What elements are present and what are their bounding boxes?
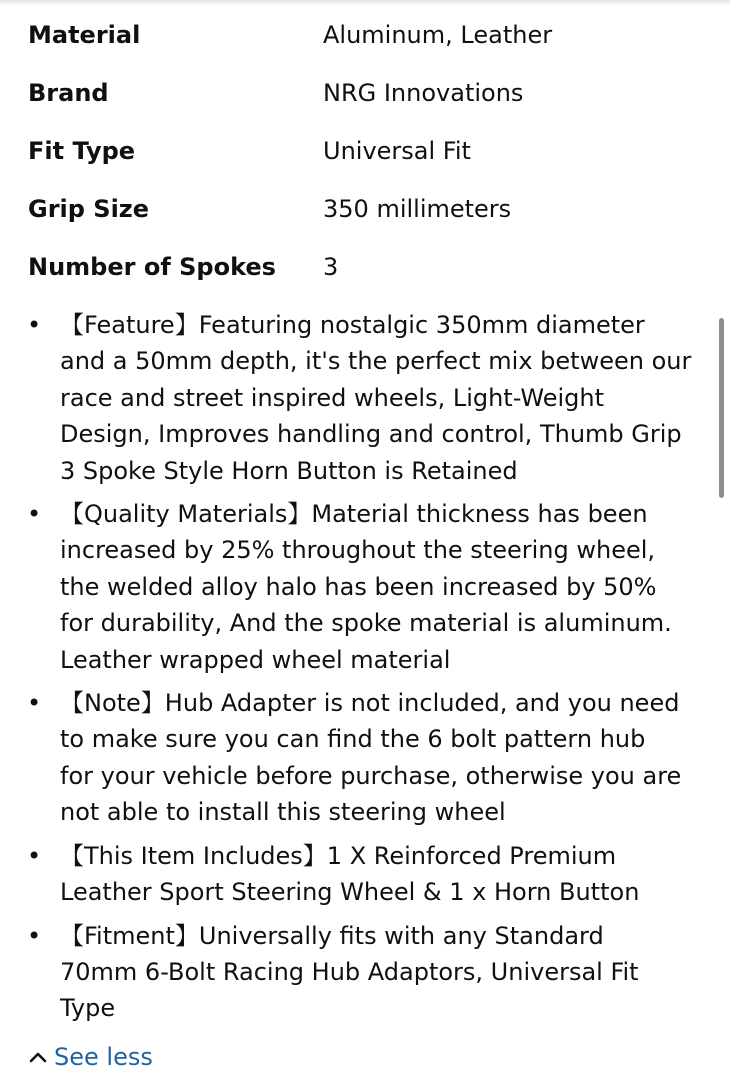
bullet-line: for your vehicle before purchase, otherwise you are (60, 761, 682, 790)
see-less-label: See less (54, 1043, 153, 1071)
bullet-line: Leather Sport Steering Wheel & 1 x Horn Button (60, 878, 640, 907)
bullet-line: 【This Item Includes】1 X Reinforced Premium (60, 841, 617, 870)
bullet-line: increased by 25% throughout the steering wheel, (60, 536, 656, 565)
bullet-line: 【Note】Hub Adapter is not included, and you need (60, 689, 680, 718)
spec-row-fit-type (28, 122, 718, 180)
spec-value: NRG Innovations (323, 79, 524, 107)
bullet-line: Leather wrapped wheel material (60, 645, 451, 674)
bullet-line: race and street inspired wheels, Light-Weight (60, 383, 605, 412)
spec-row-grip-size (28, 180, 718, 238)
scrollbar-thumb[interactable] (719, 318, 724, 498)
spec-label: Grip Size (28, 195, 150, 223)
bullet-line: and a 50mm depth, it's the perfect mix between our (60, 347, 692, 376)
spec-label: Fit Type (28, 137, 136, 165)
feature-bullet-item (0, 918, 712, 1027)
bullet-line: the welded alloy halo has been increased by 50% (60, 572, 657, 601)
spec-value: 3 (323, 253, 339, 281)
bullet-marker: • (27, 921, 42, 950)
feature-bullet-item (0, 307, 712, 489)
bullet-marker: • (27, 689, 42, 718)
bullet-line: Type (60, 994, 116, 1023)
spec-value: Aluminum, Leather (323, 21, 553, 49)
chevron-up-icon (28, 1050, 48, 1064)
spec-row-number-of-spokes (28, 238, 718, 296)
bullet-line: 【Quality Materials】Material thickness has been (60, 500, 648, 529)
feature-bullet-item (0, 496, 712, 678)
bullet-line: for durability, And the spoke material is aluminum. (60, 609, 672, 638)
bullet-line: 70mm 6-Bolt Racing Hub Adaptors, Universal Fit (60, 957, 639, 986)
see-less-link[interactable] (28, 1043, 153, 1071)
product-specs-table (28, 6, 718, 296)
bullet-marker: • (27, 841, 42, 870)
spec-row-material (28, 6, 718, 64)
bullet-marker: • (27, 311, 42, 339)
bullet-line: 3 Spoke Style Horn Button is Retained (60, 456, 518, 485)
bullet-marker: • (27, 500, 42, 529)
spec-label: Material (28, 21, 141, 49)
bullet-line: not able to install this steering wheel (60, 798, 506, 827)
spec-value: Universal Fit (323, 137, 471, 165)
spec-row-brand (28, 64, 718, 122)
spec-label: Brand (28, 79, 109, 107)
spec-label: Number of Spokes (28, 253, 276, 281)
bullet-line: Design, Improves handling and control, Thumb Grip (60, 420, 682, 449)
bullet-line: 【Fitment】Universally fits with any Standard (60, 921, 604, 950)
bullet-line: to make sure you can find the 6 bolt pattern hub (60, 725, 646, 754)
feature-bullet-list (0, 307, 712, 1034)
spec-value: 350 millimeters (323, 195, 512, 223)
bullet-line: 【Feature】Featuring nostalgic 350mm diameter (60, 311, 645, 339)
feature-bullet-item (0, 685, 712, 831)
feature-bullet-item (0, 838, 712, 911)
